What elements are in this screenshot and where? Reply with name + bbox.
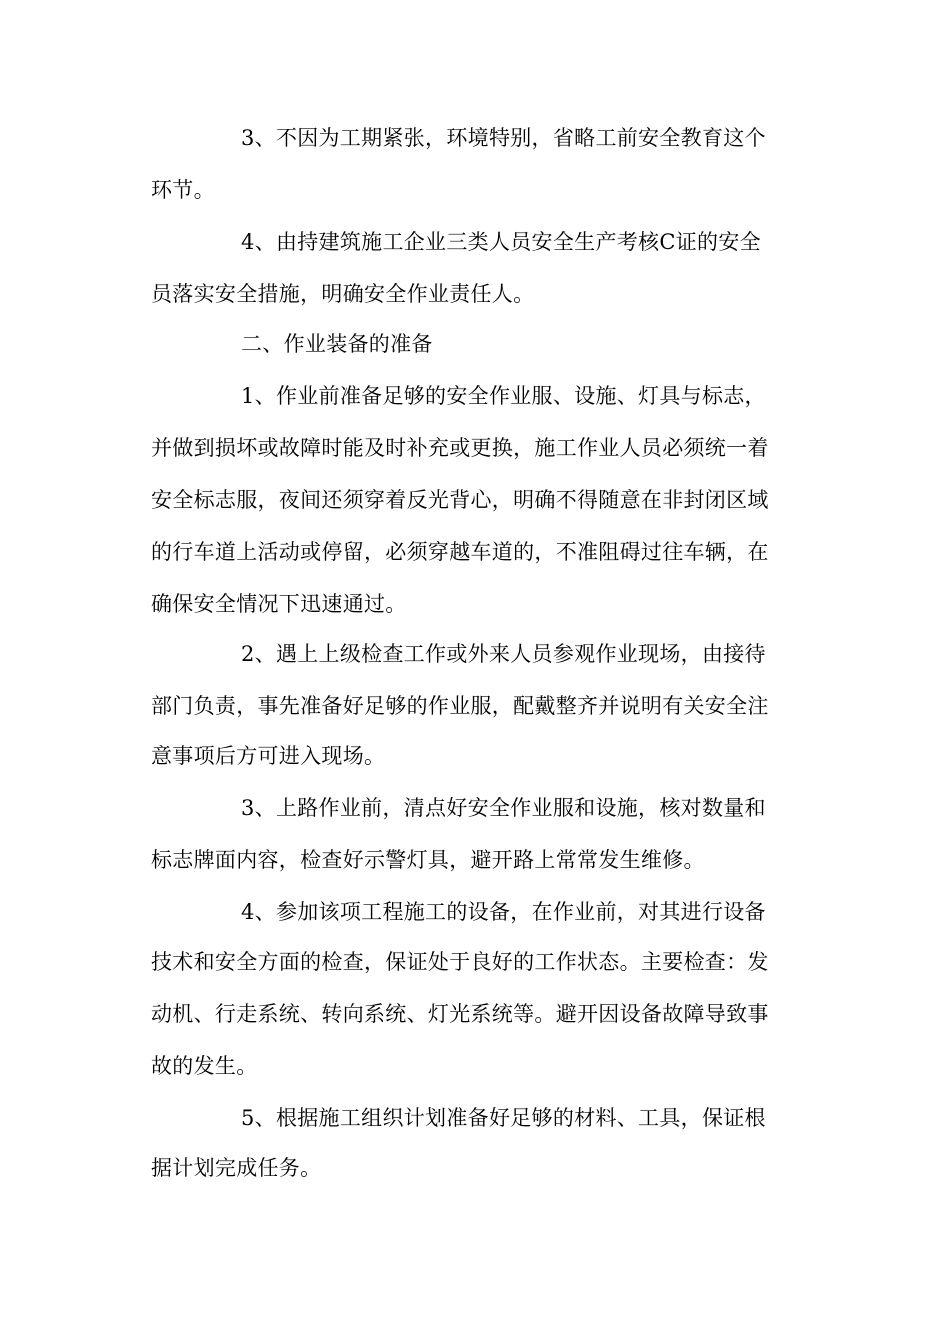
paragraph-6-line-1: 3、上路作业前，清点好安全作业服和设施，核对数量和: [241, 796, 766, 820]
paragraph-6-line-2: 标志牌面内容，检查好示警灯具，避开路上常常发生维修。: [151, 848, 705, 872]
paragraph-1-line-2: 环节。: [151, 178, 215, 202]
paragraph-1-line-1: 3、不因为工期紧张，环境特别，省略工前安全教育这个: [241, 126, 766, 150]
paragraph-7-line-1: 4、参加该项工程施工的设备，在作业前，对其进行设备: [241, 900, 766, 924]
paragraph-8-line-2: 据计划完成任务。: [151, 1156, 322, 1180]
paragraph-5-line-3: 意事项后方可进入现场。: [151, 744, 386, 768]
paragraph-4-line-2: 并做到损坏或故障时能及时补充或更换，施工作业人员必须统一着: [151, 436, 769, 460]
paragraph-4-line-1: 1、作业前准备足够的安全作业服、设施、灯具与标志，: [241, 384, 766, 408]
paragraph-5-line-2: 部门负责，事先准备好足够的作业服，配戴整齐并说明有关安全注: [151, 694, 769, 718]
paragraph-5-line-1: 2、遇上上级检查工作或外来人员参观作业现场，由接待: [241, 642, 766, 666]
paragraph-7-line-2: 技术和安全方面的检查，保证处于良好的工作状态。主要检查：发: [151, 950, 769, 974]
paragraph-4-line-4: 的行车道上活动或停留，必须穿越车道的，不准阻碍过往车辆，在: [151, 540, 769, 564]
section-heading: 二、作业装备的准备: [241, 332, 433, 356]
paragraph-4-line-5: 确保安全情况下迅速通过。: [151, 592, 407, 616]
paragraph-7-line-3: 动机、行走系统、转向系统、灯光系统等。避开因设备故障导致事: [151, 1002, 769, 1026]
paragraph-4-line-3: 安全标志服，夜间还须穿着反光背心，明确不得随意在非封闭区域: [151, 488, 769, 512]
paragraph-2-line-2: 员落实安全措施，明确安全作业责任人。: [151, 282, 535, 306]
paragraph-2-line-1: 4、由持建筑施工企业三类人员安全生产考核C证的安全: [241, 230, 761, 254]
paragraph-7-line-4: 故的发生。: [151, 1054, 258, 1078]
paragraph-8-line-1: 5、根据施工组织计划准备好足够的材料、工具，保证根: [241, 1106, 766, 1130]
